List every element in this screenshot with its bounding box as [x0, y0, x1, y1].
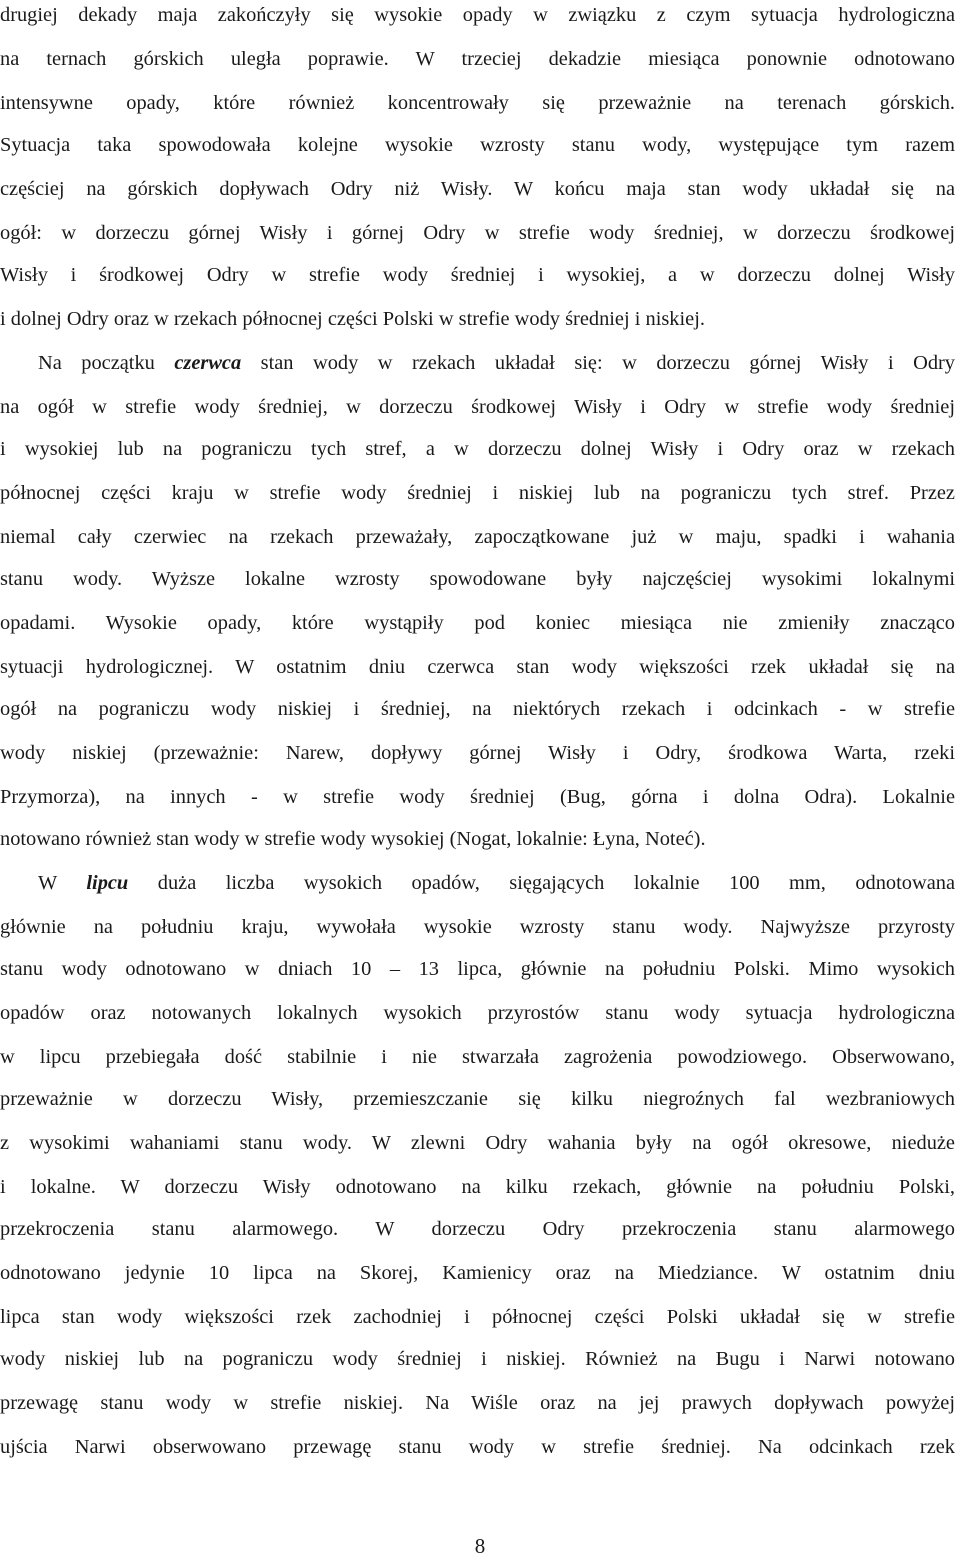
text-line: Wisły i środkowej Odry w strefie wody średniej i wysokiej, a w dorzeczu dolnej Wisły: [0, 264, 955, 286]
text-line: na ternach górskich uległa poprawie. W trzeciej dekadzie miesiąca ponownie odnotowano: [0, 48, 955, 70]
text-line: i wysokiej lub na pograniczu tych stref, a w dorzeczu dolnej Wisły i Odry oraz w rzekach: [0, 438, 955, 460]
text-line: wody niskiej lub na pograniczu wody średniej i niskiej. Również na Bugu i Narwi notowano: [0, 1348, 955, 1370]
text-line: ogół: w dorzeczu górnej Wisły i górnej Odry w strefie wody średniej, w dorzeczu środkowej: [0, 222, 955, 244]
text-line: ujścia Narwi obserwowano przewagę stanu wody w strefie średniej. Na odcinkach rzek: [0, 1436, 955, 1458]
text-line: z wysokimi wahaniami stanu wody. W zlewni Odry wahania były na ogół okresowe, nieduże: [0, 1132, 955, 1154]
text-line: w lipcu przebiegała dość stabilnie i nie stwarzała zagrożenia powodziowego. Obserwowano,: [0, 1046, 955, 1068]
text-line: i lokalne. W dorzeczu Wisły odnotowano na kilku rzekach, głównie na południu Polski,: [0, 1176, 955, 1198]
text-run: W: [38, 872, 87, 894]
text-line: opadami. Wysokie opady, które wystąpiły pod koniec miesiąca nie zmieniły znacząco: [0, 612, 955, 634]
month-emphasis-june: czerwca: [174, 352, 242, 374]
text-line: Sytuacja taka spowodowała kolejne wysokie wzrosty stanu wody, występujące tym razem: [0, 134, 955, 156]
text-run: Na początku: [38, 352, 175, 374]
text-line: głównie na południu kraju, wywołała wysokie wzrosty stanu wody. Najwyższe przyrosty: [0, 916, 955, 938]
text-line-july-start: [38, 868, 955, 898]
text-line: intensywne opady, które również koncentrowały się przeważnie na terenach górskich.: [0, 92, 955, 114]
text-line: niemal cały czerwiec na rzekach przeważały, zapoczątkowane już w maju, spadki i wahania: [0, 526, 955, 548]
text-line: północnej części kraju w strefie wody średniej i niskiej lub na pograniczu tych stref. Przez: [0, 482, 955, 504]
text-run: stan wody w rzekach układał się: w dorzeczu górnej Wisły i Odry: [241, 352, 955, 374]
text-line: odnotowano jedynie 10 lipca na Skorej, Kamienicy oraz na Miedziance. W ostatnim dniu: [0, 1262, 955, 1284]
text-run: duża liczba wysokich opadów, sięgających lokalnie 100 mm, odnotowana: [128, 872, 956, 894]
text-line: częściej na górskich dopływach Odry niż Wisły. W końcu maja stan wody układał się na: [0, 178, 955, 200]
text-line: sytuacji hydrologicznej. W ostatnim dniu czerwca stan wody większości rzek układał się na: [0, 656, 955, 678]
text-line: wody niskiej (przeważnie: Narew, dopływy górnej Wisły i Odry, środkowa Warta, rzeki: [0, 742, 955, 764]
text-line: przeważnie w dorzeczu Wisły, przemieszczanie się kilku niegroźnych fal wezbraniowych: [0, 1088, 955, 1110]
text-line: przewagę stanu wody w strefie niskiej. Na Wiśle oraz na jej prawych dopływach powyżej: [0, 1392, 955, 1414]
text-line: drugiej dekady maja zakończyły się wysokie opady w związku z czym sytuacja hydrologiczna: [0, 4, 955, 26]
text-line: ogół na pograniczu wody niskiej i średniej, na niektórych rzekach i odcinkach - w strefie: [0, 698, 955, 720]
text-line: Przymorza), na innych - w strefie wody średniej (Bug, górna i dolna Odra). Lokalnie: [0, 786, 955, 808]
text-line: opadów oraz notowanych lokalnych wysokich przyrostów stanu wody sytuacja hydrologiczna: [0, 1002, 955, 1024]
text-line: lipca stan wody większości rzek zachodniej i północnej części Polski układał się w strefie: [0, 1306, 955, 1328]
page-number: 8: [474, 1534, 486, 1558]
text-line: przekroczenia stanu alarmowego. W dorzeczu Odry przekroczenia stanu alarmowego: [0, 1218, 955, 1240]
text-line: notowano również stan wody w strefie wody wysokiej (Nogat, lokalnie: Łyna, Noteć).: [0, 828, 706, 850]
month-emphasis-july: lipcu: [86, 872, 129, 894]
text-line: i dolnej Odry oraz w rzekach północnej części Polski w strefie wody średniej i niskiej.: [0, 308, 705, 330]
text-line: stanu wody odnotowano w dniach 10 – 13 lipca, głównie na południu Polski. Mimo wysokich: [0, 958, 955, 980]
text-line-june-start: [38, 348, 955, 378]
text-line: na ogół w strefie wody średniej, w dorzeczu środkowej Wisły i Odry w strefie wody średniej: [0, 396, 955, 418]
text-line: stanu wody. Wyższe lokalne wzrosty spowodowane były najczęściej wysokimi lokalnymi: [0, 568, 955, 590]
